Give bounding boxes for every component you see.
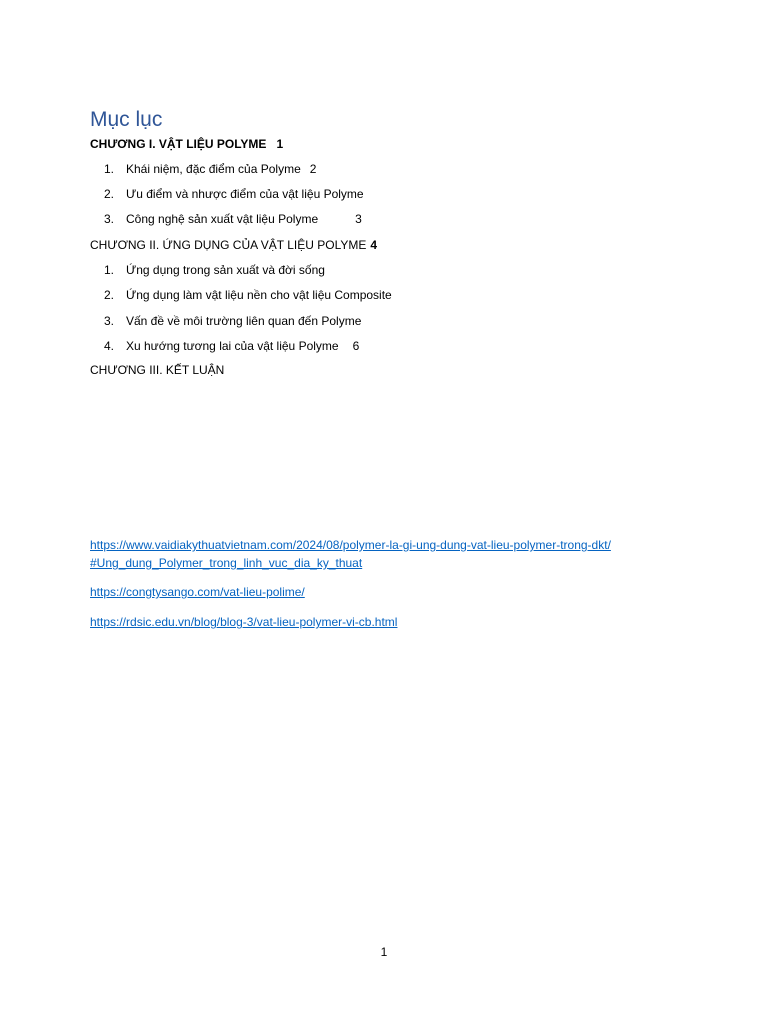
toc-item-text: Ứng dụng trong sản xuất và đời sống bbox=[126, 263, 325, 277]
reference-link-1-line-1: https://www.vaidiakythuatvietnam.com/2024/08/polymer-la-gi-ung-dung-vat-lieu-polymer-trong-dkt/ bbox=[90, 538, 611, 552]
toc-item-number: 2. bbox=[104, 187, 115, 201]
toc-chapter-1[interactable] bbox=[90, 136, 283, 152]
toc-item-number: 1. bbox=[104, 263, 115, 277]
toc-item-page: 6 bbox=[352, 339, 360, 353]
toc-item-number: 4. bbox=[104, 339, 115, 353]
toc-item-number: 2. bbox=[104, 288, 115, 302]
toc-item-text: Ưu điểm và nhược điểm của vật liệu Polyme bbox=[126, 187, 364, 201]
toc-chapter-3-label: CHƯƠNG III. KẾT LUẬN bbox=[90, 363, 225, 377]
reference-link-2[interactable]: https://congtysango.com/vat-lieu-polime/ bbox=[90, 585, 305, 599]
toc-item-text: Công nghệ sản xuất vật liệu Polyme 3 bbox=[126, 212, 362, 226]
reference-link-3[interactable]: https://rdsic.edu.vn/blog/blog-3/vat-lieu-polymer-vi-cb.html bbox=[90, 615, 398, 629]
toc-item-page: 3 bbox=[355, 212, 362, 226]
toc-item-number: 1. bbox=[104, 162, 115, 176]
toc-chapter-1-page: 1 bbox=[276, 137, 284, 151]
toc-chapter-2[interactable] bbox=[90, 237, 377, 253]
toc-item-page: 2 bbox=[309, 162, 317, 176]
toc-item-text: Vấn đề về môi trường liên quan đến Polyme bbox=[126, 314, 362, 328]
toc-title: Mục lục bbox=[90, 108, 163, 131]
toc-item-text: Xu hướng tương lai của vật liệu Polyme 6 bbox=[126, 339, 360, 353]
toc-chapter-2-page: 4 bbox=[370, 238, 378, 252]
toc-chapter-2-label: CHƯƠNG II. ỨNG DỤNG CỦA VẬT LIỆU POLYME bbox=[90, 238, 367, 252]
toc-chapter-1-label: CHƯƠNG I. VẬT LIỆU POLYME bbox=[90, 137, 267, 151]
toc-item-number: 3. bbox=[104, 314, 115, 328]
toc-item-number: 3. bbox=[104, 212, 115, 226]
page-number: 1 bbox=[380, 945, 388, 959]
toc-item-text: Khái niệm, đặc điểm của Polyme 2 bbox=[126, 162, 317, 176]
toc-chapter-3[interactable] bbox=[90, 362, 224, 378]
toc-item-text: Ứng dụng làm vật liệu nền cho vật liệu Composite bbox=[126, 288, 392, 302]
reference-link-1-line-2: #Ung_dung_Polymer_trong_linh_vuc_dia_ky_thuat bbox=[90, 556, 363, 570]
reference-link-1[interactable] bbox=[90, 536, 611, 572]
